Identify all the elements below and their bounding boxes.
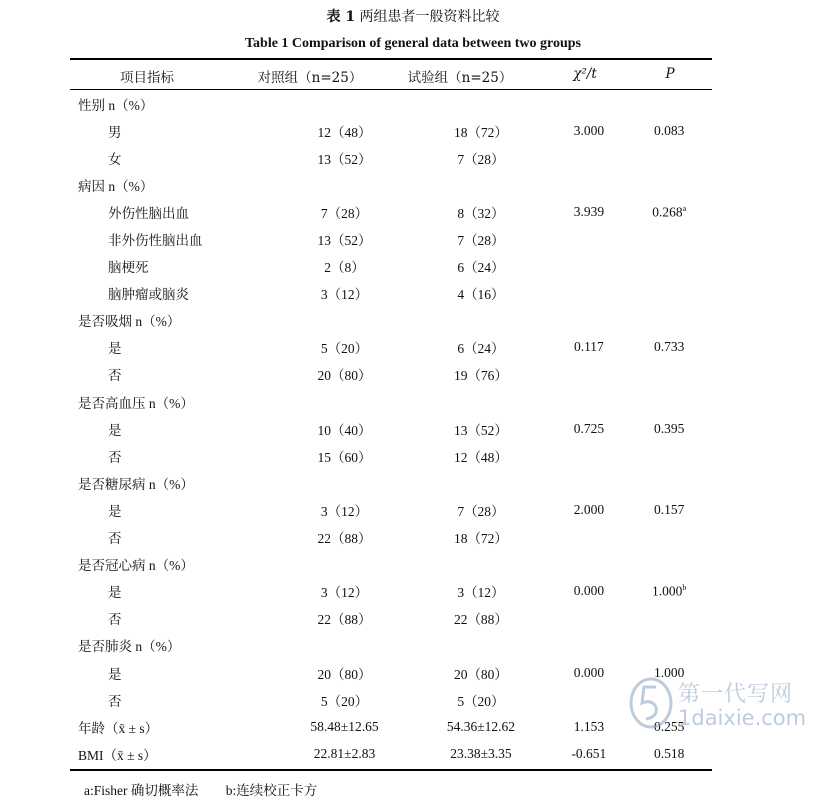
footnote-a: a:Fisher 确切概率法 <box>84 783 199 798</box>
row-label-text: 是否肺炎 n（%） <box>78 639 181 655</box>
row-label-text: 是 <box>108 503 122 519</box>
stat-value <box>551 280 626 307</box>
row-label <box>70 307 278 334</box>
p-value <box>626 524 712 551</box>
trial-value-text: 6（24） <box>457 260 505 276</box>
header-p: P <box>665 66 675 82</box>
row-label-text: 否 <box>108 531 122 547</box>
control-value-text: 58.48±12.65 <box>310 718 379 734</box>
row-label-text: 否 <box>108 449 122 465</box>
data-table <box>70 90 712 767</box>
control-value-text: 22.81±2.83 <box>313 745 376 761</box>
control-value <box>278 496 410 523</box>
row-label-text: 是 <box>108 422 122 438</box>
p-value <box>626 144 712 171</box>
watermark-url: 1daixie.com <box>678 706 807 730</box>
table-row <box>70 578 712 605</box>
p-value <box>626 198 712 225</box>
row-label <box>70 334 278 361</box>
row-label <box>70 469 278 496</box>
p-value <box>626 605 712 632</box>
p-value <box>626 442 712 469</box>
p-value-text: 1.000 <box>652 583 683 599</box>
table-row <box>70 388 712 415</box>
control-value <box>278 605 410 632</box>
table-row <box>70 171 712 198</box>
control-value-text: 3（12） <box>320 585 369 601</box>
control-value <box>278 253 410 280</box>
table-row <box>70 740 712 767</box>
row-label-text: 是 <box>108 666 122 682</box>
stat-value-text: 1.153 <box>573 718 605 734</box>
table-row <box>70 605 712 632</box>
p-value <box>626 90 712 117</box>
bottom-rule <box>70 769 712 771</box>
row-label <box>70 388 278 415</box>
stat-value-text: 0.000 <box>573 664 605 680</box>
table-row <box>70 496 712 523</box>
p-value <box>626 361 712 388</box>
table-row <box>70 686 712 713</box>
control-value-text: 5（20） <box>320 341 369 357</box>
row-label <box>70 496 278 523</box>
row-label-text: 女 <box>108 151 122 167</box>
trial-value <box>411 632 552 659</box>
table-row <box>70 280 712 307</box>
row-label <box>70 442 278 469</box>
header-control: 对照组（n=25） <box>257 70 363 86</box>
control-value <box>278 388 410 415</box>
p-value-text: 0.268 <box>652 204 683 220</box>
stat-value-text: 2.000 <box>573 501 605 517</box>
row-label <box>70 144 278 171</box>
stat-value <box>551 469 626 496</box>
p-value-text: 0.733 <box>654 339 685 355</box>
row-label-text: 非外伤性脑出血 <box>108 233 203 249</box>
p-value-text: 0.518 <box>654 745 685 761</box>
control-value-text: 15（60） <box>317 449 372 465</box>
row-label-text: 外伤性脑出血 <box>108 205 189 221</box>
footnote-b: b:连续校正卡方 <box>225 783 318 798</box>
trial-value-text: 5（20） <box>457 693 505 709</box>
control-value-text: 13（52） <box>317 233 372 249</box>
control-value <box>278 686 410 713</box>
p-value <box>626 280 712 307</box>
control-value <box>278 551 410 578</box>
row-label <box>70 415 278 442</box>
control-value-text: 22（88） <box>317 612 372 628</box>
row-label-text: 性别 n（%） <box>78 97 154 113</box>
table-number: 表 1 <box>326 9 356 25</box>
trial-value <box>411 442 552 469</box>
control-value <box>278 524 410 551</box>
control-value <box>278 659 410 686</box>
trial-value-text: 7（28） <box>457 503 505 519</box>
row-label-text: 是否糖尿病 n（%） <box>78 476 194 492</box>
row-label <box>70 117 278 144</box>
row-label <box>70 605 278 632</box>
row-label-text: 否 <box>108 612 122 628</box>
stat-value-text: -0.651 <box>571 745 607 761</box>
table-row <box>70 334 712 361</box>
trial-value-text: 18（72） <box>453 124 508 140</box>
trial-value-text: 23.38±3.35 <box>450 745 512 761</box>
p-value <box>626 225 712 252</box>
control-value <box>278 740 410 767</box>
p-value <box>626 171 712 198</box>
p-value-text: 0.157 <box>654 501 685 517</box>
trial-value <box>411 144 552 171</box>
stat-value <box>551 198 626 225</box>
control-value-text: 3（12） <box>320 503 369 519</box>
stat-value <box>551 740 626 767</box>
row-label <box>70 686 278 713</box>
p-value <box>626 388 712 415</box>
row-label <box>70 361 278 388</box>
trial-value-text: 13（52） <box>453 422 508 438</box>
trial-value-text: 20（80） <box>453 666 508 682</box>
stat-value <box>551 713 626 740</box>
table-row <box>70 713 712 740</box>
control-value-text: 13（52） <box>317 151 372 167</box>
table-row <box>70 307 712 334</box>
trial-value <box>411 740 552 767</box>
stat-value-text: 0.117 <box>573 339 604 355</box>
stat-value <box>551 388 626 415</box>
header-stat: χ²/t <box>573 66 597 82</box>
control-value-text: 5（20） <box>320 693 369 709</box>
stat-value <box>551 686 626 713</box>
control-value <box>278 469 410 496</box>
stat-value <box>551 632 626 659</box>
table-row <box>70 524 712 551</box>
row-label-text: 否 <box>108 693 122 709</box>
row-label-text: 是否高血压 n（%） <box>78 395 194 411</box>
p-value-text: 0.083 <box>654 122 685 138</box>
p-value <box>626 740 712 767</box>
p-value <box>626 334 712 361</box>
row-label-text: 脑肿瘤或脑炎 <box>108 287 189 303</box>
row-label <box>70 90 278 117</box>
row-label-text: 是否冠心病 n（%） <box>78 558 194 574</box>
p-value <box>626 632 712 659</box>
trial-value-text: 18（72） <box>453 531 508 547</box>
row-label-text: 是否吸烟 n（%） <box>78 314 181 330</box>
row-label <box>70 198 278 225</box>
control-value-text: 2（8） <box>324 260 365 276</box>
table-row <box>70 361 712 388</box>
control-value-text: 7（28） <box>320 205 369 221</box>
trial-value <box>411 415 552 442</box>
control-value <box>278 578 410 605</box>
trial-value <box>411 605 552 632</box>
row-label <box>70 225 278 252</box>
row-label-text: 病因 n（%） <box>78 178 154 194</box>
trial-value <box>411 225 552 252</box>
p-footnote-marker: b <box>682 582 687 592</box>
table-row <box>70 632 712 659</box>
trial-value-text: 54.36±12.62 <box>446 718 516 734</box>
row-label-text: 男 <box>108 124 122 140</box>
table-title-cn: 两组患者一般资料比较 <box>359 9 500 25</box>
trial-value <box>411 713 552 740</box>
trial-value <box>411 686 552 713</box>
trial-value <box>411 253 552 280</box>
row-label-text: BMI（x̄ ± s） <box>78 747 157 763</box>
control-value-text: 20（80） <box>317 666 372 682</box>
trial-value <box>411 198 552 225</box>
control-value-text: 10（40） <box>317 422 372 438</box>
trial-value-text: 6（24） <box>457 341 505 357</box>
stat-value <box>551 551 626 578</box>
trial-value-text: 8（32） <box>457 205 505 221</box>
control-value <box>278 225 410 252</box>
control-value-text: 12（48） <box>317 124 372 140</box>
watermark <box>626 673 816 735</box>
stat-value <box>551 90 626 117</box>
table-row <box>70 551 712 578</box>
table-row <box>70 198 712 225</box>
stat-value <box>551 415 626 442</box>
stat-value <box>551 659 626 686</box>
trial-value-text: 22（88） <box>453 612 508 628</box>
table-row <box>70 225 712 252</box>
p-value <box>626 551 712 578</box>
control-value <box>278 280 410 307</box>
control-value-text: 3（12） <box>320 287 369 303</box>
control-value-text: 20（80） <box>317 368 372 384</box>
trial-value <box>411 171 552 198</box>
stat-value <box>551 307 626 334</box>
control-value <box>278 361 410 388</box>
stat-value <box>551 442 626 469</box>
stat-value <box>551 578 626 605</box>
trial-value <box>411 361 552 388</box>
table-row <box>70 659 712 686</box>
trial-value <box>411 524 552 551</box>
stat-value <box>551 496 626 523</box>
row-label-text: 脑梗死 <box>108 260 149 276</box>
row-label <box>70 551 278 578</box>
trial-value <box>411 496 552 523</box>
row-label <box>70 632 278 659</box>
stat-value <box>551 225 626 252</box>
trial-value-text: 19（76） <box>453 368 508 384</box>
stat-value <box>551 334 626 361</box>
stat-value-text: 0.000 <box>573 583 605 599</box>
stat-value <box>551 361 626 388</box>
row-label <box>70 713 278 740</box>
trial-value <box>411 90 552 117</box>
control-value <box>278 144 410 171</box>
table-row <box>70 469 712 496</box>
trial-value-text: 3（12） <box>457 585 505 601</box>
p-value <box>626 117 712 144</box>
row-label-text: 是 <box>108 585 122 601</box>
stat-value <box>551 524 626 551</box>
trial-value <box>411 469 552 496</box>
trial-value <box>411 280 552 307</box>
table-title-en: Table 1 Comparison of general data between two groups <box>244 36 581 51</box>
stat-value <box>551 605 626 632</box>
watermark-cn: 第一代写网 <box>678 682 794 707</box>
p-value-text: 0.395 <box>654 420 685 436</box>
row-label-text: 是 <box>108 341 122 357</box>
row-label <box>70 171 278 198</box>
row-label-text: 否 <box>108 368 122 384</box>
row-label <box>70 280 278 307</box>
trial-value-text: 7（28） <box>457 233 505 249</box>
table-row <box>70 144 712 171</box>
stat-value-text: 0.725 <box>573 420 605 436</box>
table-row <box>70 90 712 117</box>
row-label <box>70 253 278 280</box>
trial-value-text: 12（48） <box>453 449 508 465</box>
control-value <box>278 334 410 361</box>
row-label <box>70 578 278 605</box>
control-value <box>278 198 410 225</box>
p-footnote-marker: a <box>682 203 687 213</box>
table-row <box>70 253 712 280</box>
trial-value <box>411 578 552 605</box>
trial-value <box>411 307 552 334</box>
trial-value <box>411 551 552 578</box>
p-value-text: 1.000 <box>654 664 685 680</box>
control-value <box>278 632 410 659</box>
stat-value <box>551 253 626 280</box>
control-value <box>278 307 410 334</box>
row-label <box>70 524 278 551</box>
control-value <box>278 442 410 469</box>
table-caption-cn <box>0 6 826 26</box>
p-value <box>626 578 712 605</box>
top-rule <box>70 58 712 60</box>
table-row <box>70 415 712 442</box>
p-value <box>626 496 712 523</box>
header-item: 项目指标 <box>120 70 174 86</box>
row-label-text: 年龄（x̄ ± s） <box>78 720 159 736</box>
p-value <box>626 253 712 280</box>
trial-value <box>411 117 552 144</box>
p-value <box>626 307 712 334</box>
trial-value-text: 4（16） <box>457 287 505 303</box>
row-label <box>70 740 278 767</box>
watermark-logo-icon <box>626 673 676 733</box>
trial-value <box>411 388 552 415</box>
p-value <box>626 415 712 442</box>
row-label <box>70 659 278 686</box>
table-row <box>70 442 712 469</box>
control-value <box>278 90 410 117</box>
trial-value-text: 7（28） <box>457 151 505 167</box>
stat-value <box>551 117 626 144</box>
control-value <box>278 415 410 442</box>
control-value <box>278 171 410 198</box>
control-value-text: 22（88） <box>317 531 372 547</box>
stat-value-text: 3.000 <box>573 122 605 138</box>
table-footnotes <box>84 779 341 799</box>
header-trial: 试验组（n=25） <box>407 70 513 86</box>
control-value <box>278 713 410 740</box>
stat-value-text: 3.939 <box>573 203 605 219</box>
trial-value <box>411 334 552 361</box>
trial-value <box>411 659 552 686</box>
control-value <box>278 117 410 144</box>
stat-value <box>551 144 626 171</box>
p-value <box>626 469 712 496</box>
stat-value <box>551 171 626 198</box>
p-value-text: 0.255 <box>654 718 685 734</box>
table-row <box>70 117 712 144</box>
